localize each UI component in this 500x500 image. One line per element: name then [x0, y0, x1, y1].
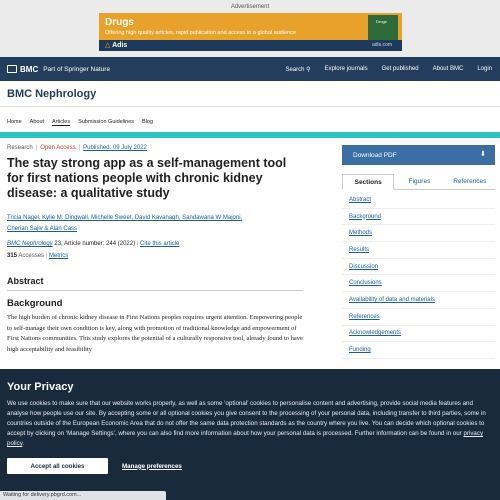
- article-meta: Research | Open Access | Published: 09 July 2022: [7, 145, 147, 151]
- privacy-title: Your Privacy: [7, 381, 74, 393]
- author-list[interactable]: [7, 213, 303, 235]
- journal-subnav: [0, 113, 500, 131]
- ad-title: Drugs: [105, 17, 134, 28]
- accent-strip: [0, 132, 500, 138]
- triangle-icon: △: [105, 42, 111, 49]
- journal-title[interactable]: BMC Nephrology: [7, 87, 97, 100]
- section-link-references[interactable]: References: [342, 309, 495, 326]
- subnav-submission-guidelines[interactable]: Submission Guidelines: [78, 119, 135, 125]
- bmc-brand: BMC: [20, 64, 39, 74]
- ad-cover-text: Drugs: [376, 19, 387, 24]
- section-link-funding[interactable]: Funding: [342, 342, 495, 359]
- section-link-conclusions[interactable]: Conclusions: [342, 275, 495, 292]
- ad-label: Advertisement: [230, 4, 270, 10]
- tab-references[interactable]: References: [453, 178, 487, 185]
- background-heading: Background: [7, 298, 63, 309]
- citation-line: BMC Nephrology 23, Article number: 244 (2022) | Cite this article: [7, 241, 180, 247]
- abstract-heading: Abstract: [7, 276, 303, 291]
- section-link-results[interactable]: Results: [342, 242, 495, 259]
- accept-all-cookies-button[interactable]: Accept all cookies: [7, 458, 108, 474]
- section-link-discussion[interactable]: Discussion: [342, 259, 495, 276]
- manage-preferences-button[interactable]: Manage preferences: [122, 462, 182, 470]
- article-type: Research: [7, 145, 33, 151]
- browser-status-bar: Waiting for delivery.pbgrd.com...: [0, 491, 166, 500]
- download-icon: ⬇: [480, 151, 486, 158]
- sidebar-tabs: [342, 174, 495, 190]
- bmc-subtitle: Part of Springer Nature: [43, 65, 111, 73]
- volume-info: 23, Article number: 244 (2022): [54, 241, 136, 247]
- cite-article-link[interactable]: Cite this article: [139, 241, 180, 247]
- article-sidebar: [342, 145, 495, 359]
- metrics-line: 315 Accesses | Metrics: [7, 253, 69, 259]
- privacy-text: We use cookies to make sure that our website works properly, as well as some ‘optional’ cookies to personalise content and advertising, provide social media features and analyse how people use our site. By accepting some or all optional cookies you give consent to the processing of your personal data, including transfer to third parties, some in countries outside of the European Economic Area that do not offer the same data protection standards as the country where you live. You can decide which optional cookies to accept by clicking on ‘Manage Settings’, where you can also find more information about how your personal data is processed. Further information can be found in our privacy policy.: [7, 400, 486, 447]
- cookie-consent-banner: [0, 369, 500, 500]
- nav-get-published[interactable]: Get published: [381, 65, 419, 72]
- advertisement-area: [0, 0, 500, 57]
- open-access-badge[interactable]: Open Access: [40, 145, 76, 151]
- background-paragraph: The high burden of chronic kidney disease in First Nations peoples requires urgent attention. Empowering people to self-manage their own condition is key, along with promotion of traditional knowledge and empowerment of First Nations communities. This study explores the potential of a culturally responsive tool, already found to have high acceptability and feasibility: [7, 314, 303, 353]
- tab-figures[interactable]: Figures: [408, 178, 431, 185]
- section-link-background[interactable]: Background: [342, 209, 495, 226]
- bmc-logo[interactable]: [7, 65, 110, 74]
- nav-about-bmc[interactable]: About BMC: [432, 65, 464, 72]
- subnav-about[interactable]: About: [29, 119, 45, 125]
- subnav-home[interactable]: Home: [7, 119, 22, 125]
- download-pdf-button[interactable]: [342, 145, 495, 165]
- tab-sections[interactable]: Sections: [342, 174, 394, 190]
- search-icon: ⚲: [306, 66, 311, 73]
- article-main: [7, 145, 303, 355]
- author-line[interactable]: Tricia Nagel, Kylie M. Dingwall, Michelle Sweet, David Kavanagh, Sandawana W Majoni,: [7, 215, 243, 221]
- nav-login[interactable]: Login: [477, 65, 492, 72]
- ad-footer: [99, 40, 402, 51]
- subnav-blog[interactable]: Blog: [142, 119, 154, 125]
- privacy-policy-link[interactable]: privacy policy: [7, 430, 484, 447]
- ad-brand-logo: [105, 41, 127, 49]
- section-link-acknowledgements[interactable]: Acknowledgements: [342, 326, 495, 343]
- ad-journal-cover: [368, 15, 398, 41]
- published-date[interactable]: Published: 09 July 2022: [83, 145, 147, 151]
- privacy-actions: [7, 458, 493, 474]
- top-nav: [285, 66, 500, 73]
- section-link-availability[interactable]: Availability of data and materials: [342, 292, 495, 309]
- ad-url: adis.com: [371, 42, 392, 48]
- ad-banner[interactable]: [99, 13, 402, 51]
- accesses-label: Accesses: [18, 253, 45, 259]
- download-pdf-label: Download PDF: [353, 151, 397, 159]
- article-title: The stay strong app as a self-management tool for first nations people with chronic kidney disease: a qualitative study: [7, 156, 287, 200]
- author-line[interactable]: Cherian Sajiv & Alan Cass: [7, 226, 78, 232]
- metrics-link[interactable]: Metrics: [48, 253, 69, 259]
- section-link-abstract[interactable]: Abstract: [342, 192, 495, 209]
- accesses-count: 315: [7, 253, 18, 259]
- site-header: [0, 57, 500, 81]
- subnav-articles[interactable]: Articles: [52, 118, 71, 125]
- section-link-methods[interactable]: Methods: [342, 225, 495, 242]
- nav-explore-journals[interactable]: Explore journals: [324, 65, 368, 72]
- bmc-logo-icon: [7, 65, 17, 73]
- journal-reference[interactable]: BMC Nephrology: [7, 241, 53, 247]
- journal-header: [0, 81, 500, 107]
- ad-tagline: Offering high quality articles, rapid publication and access to a global audience: [105, 30, 296, 36]
- sections-list: [342, 192, 495, 359]
- nav-search[interactable]: Search ⚲: [285, 66, 311, 73]
- ad-brand: Adis: [112, 42, 128, 49]
